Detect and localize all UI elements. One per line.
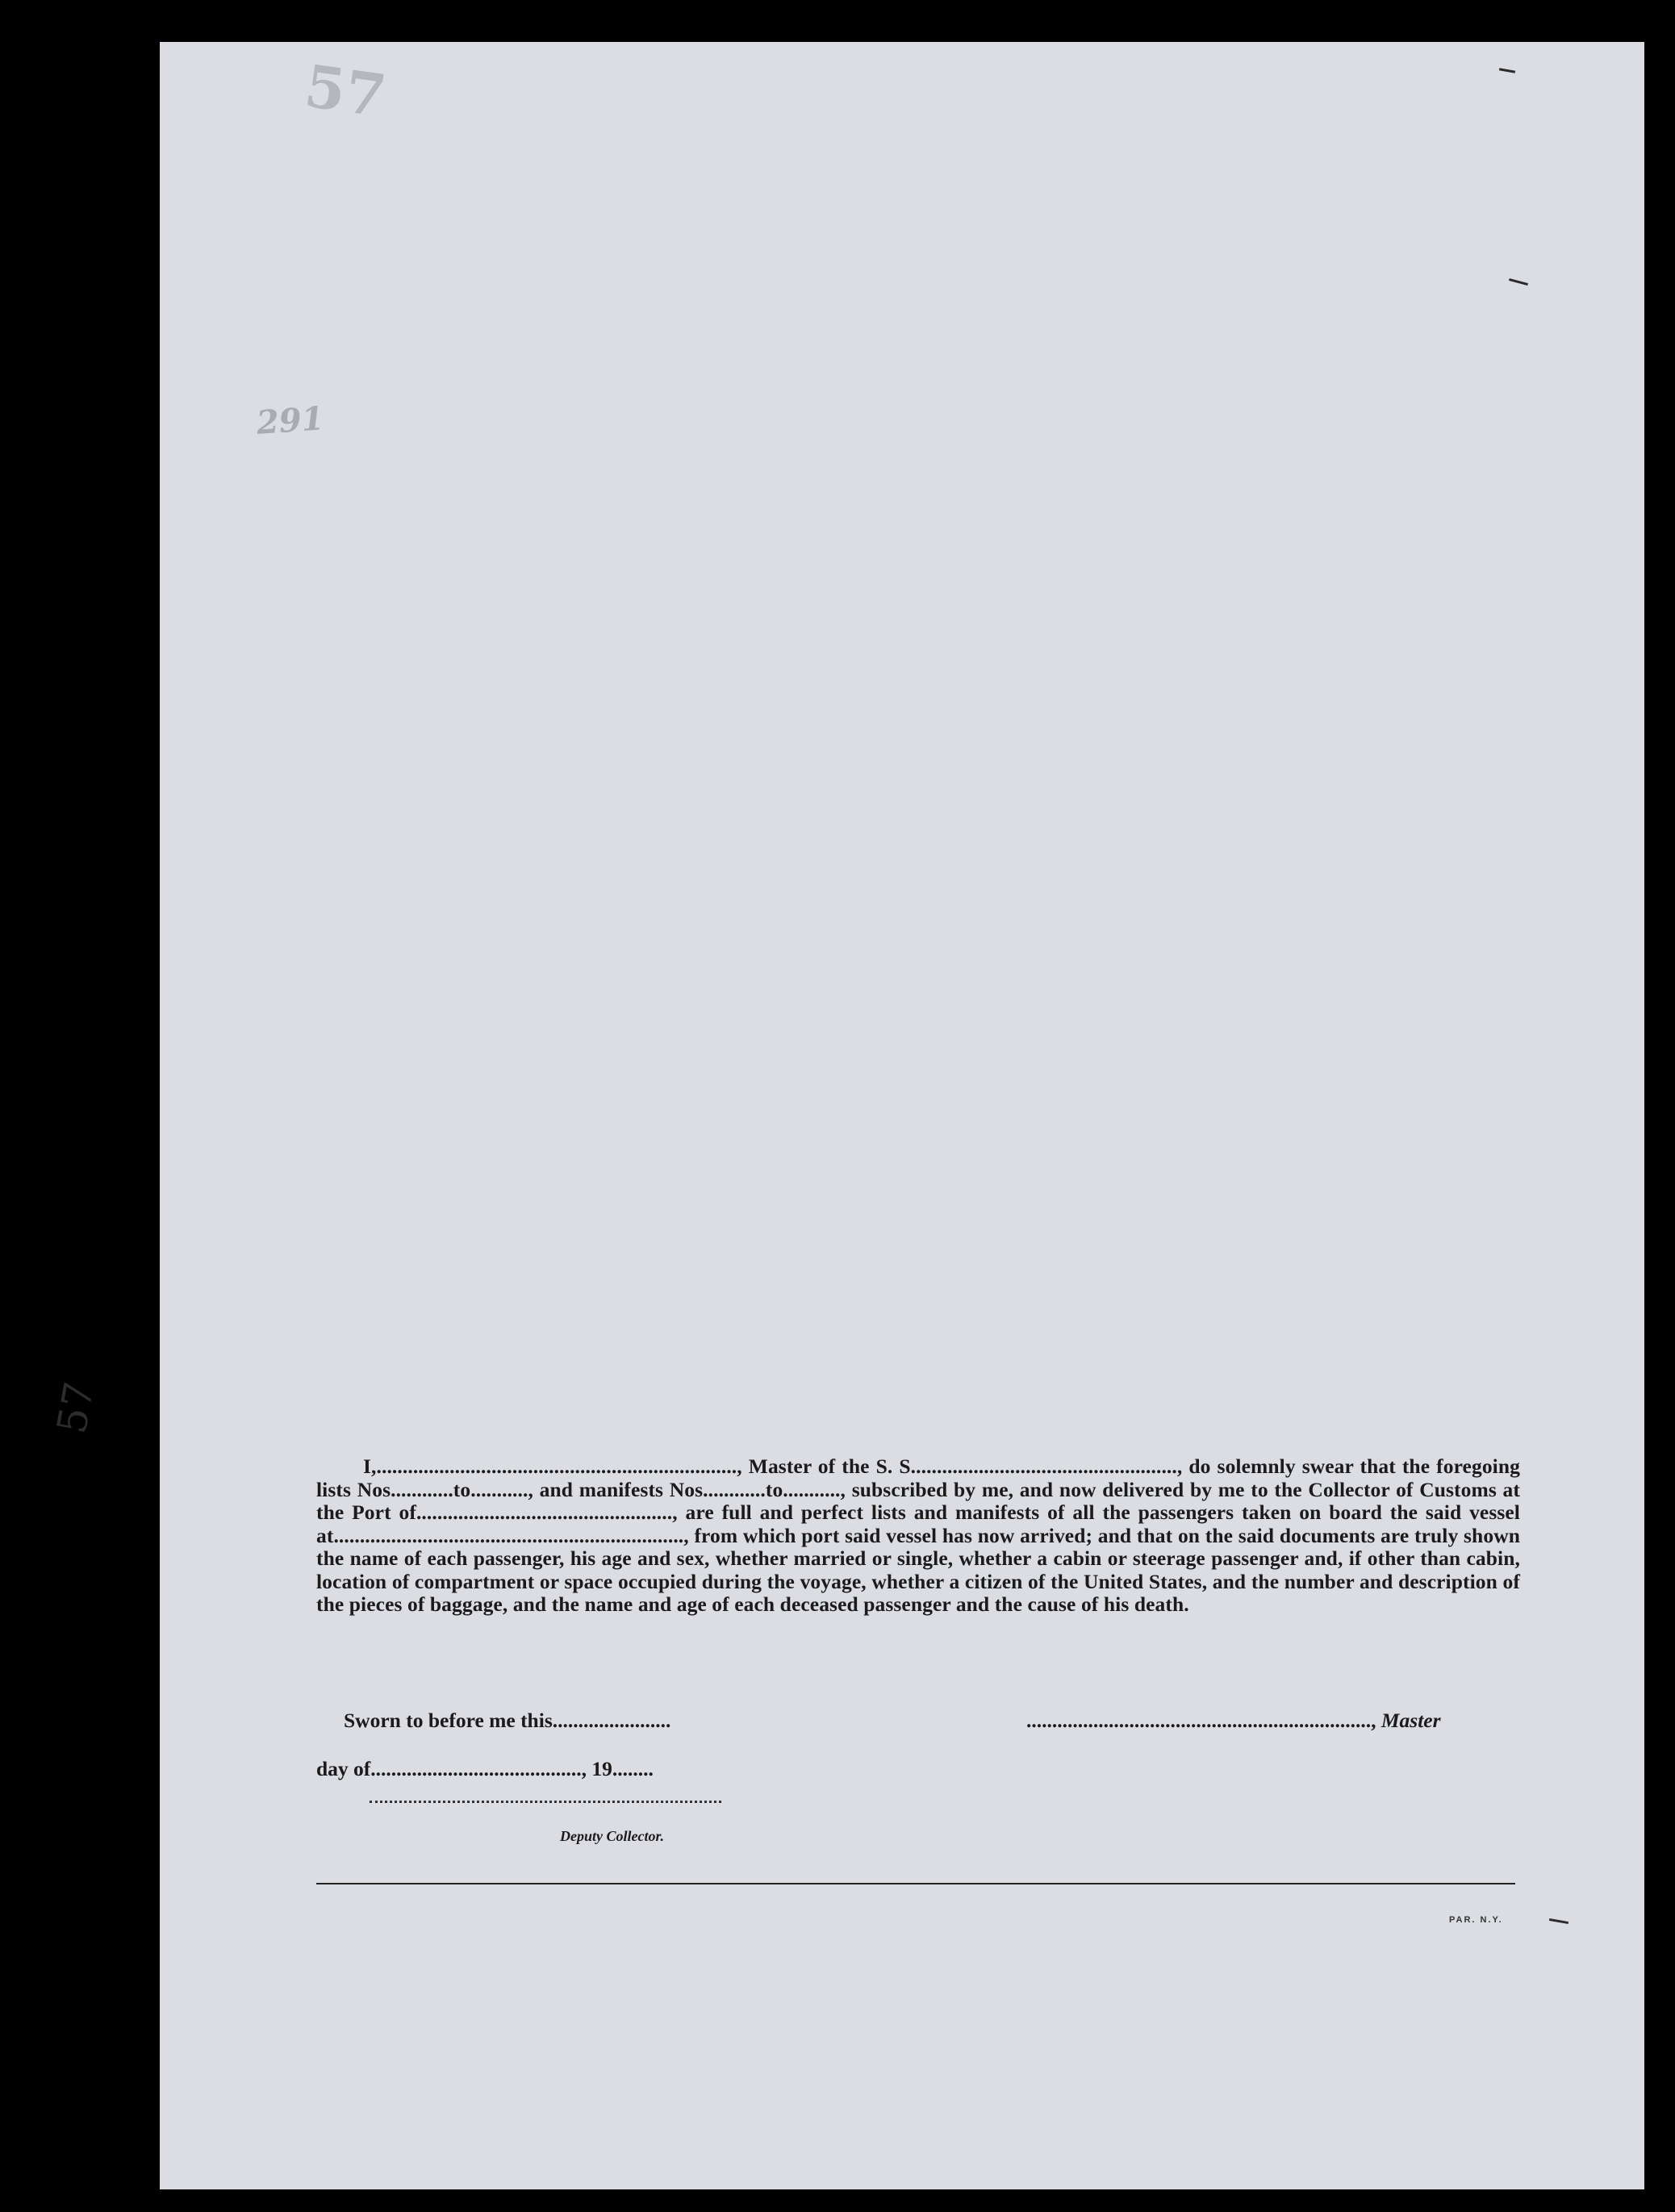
day-of-line: day of........................................., 19........ [316, 1757, 654, 1780]
master-signature-line [1026, 1709, 1441, 1733]
edge-mark [1509, 278, 1528, 286]
master-oath-paragraph: I,....................................................................., Master of the S. S..................................................., do solemnly swear that the foregoing lists Nos............to..........., and manifests Nos............to..........., subscribed by me, and now delivered by me to the Collector of Customs at the Port of................................................., are full and perfect lists and manifests of all the passengers taken on board the said vessel at..................................................................., from which port said vessel has now arrived; and that on the said documents are truly shown the name of each passenger, his age and sex, whether married or single, whether a cabin or steerage passenger and, if other than cabin, location of compartment or space occupied during the voyage, whether a citizen of the United States, and the number and description of the pieces of baggage, and the name and age of each deceased passenger and the cause of his death. [316, 1454, 1520, 1616]
faded-stamp-number: 291 [255, 399, 326, 442]
deputy-collector-label: Deputy Collector. [560, 1828, 664, 1844]
faded-page-number: 57 [300, 51, 391, 131]
printer-imprint: PAR. N.Y. [1449, 1915, 1503, 1925]
master-signature-dots: ..................................................................., [1026, 1709, 1381, 1732]
edge-mark [1549, 1918, 1568, 1924]
sworn-line: Sworn to before me this....................... [344, 1709, 671, 1732]
edge-mark [1499, 68, 1515, 73]
footer-rule [316, 1883, 1515, 1884]
deputy-collector-signature-line [370, 1801, 721, 1803]
master-label: Master [1381, 1709, 1441, 1732]
handwritten-page-number: 57 [48, 1378, 103, 1438]
form-page [160, 42, 1644, 2189]
